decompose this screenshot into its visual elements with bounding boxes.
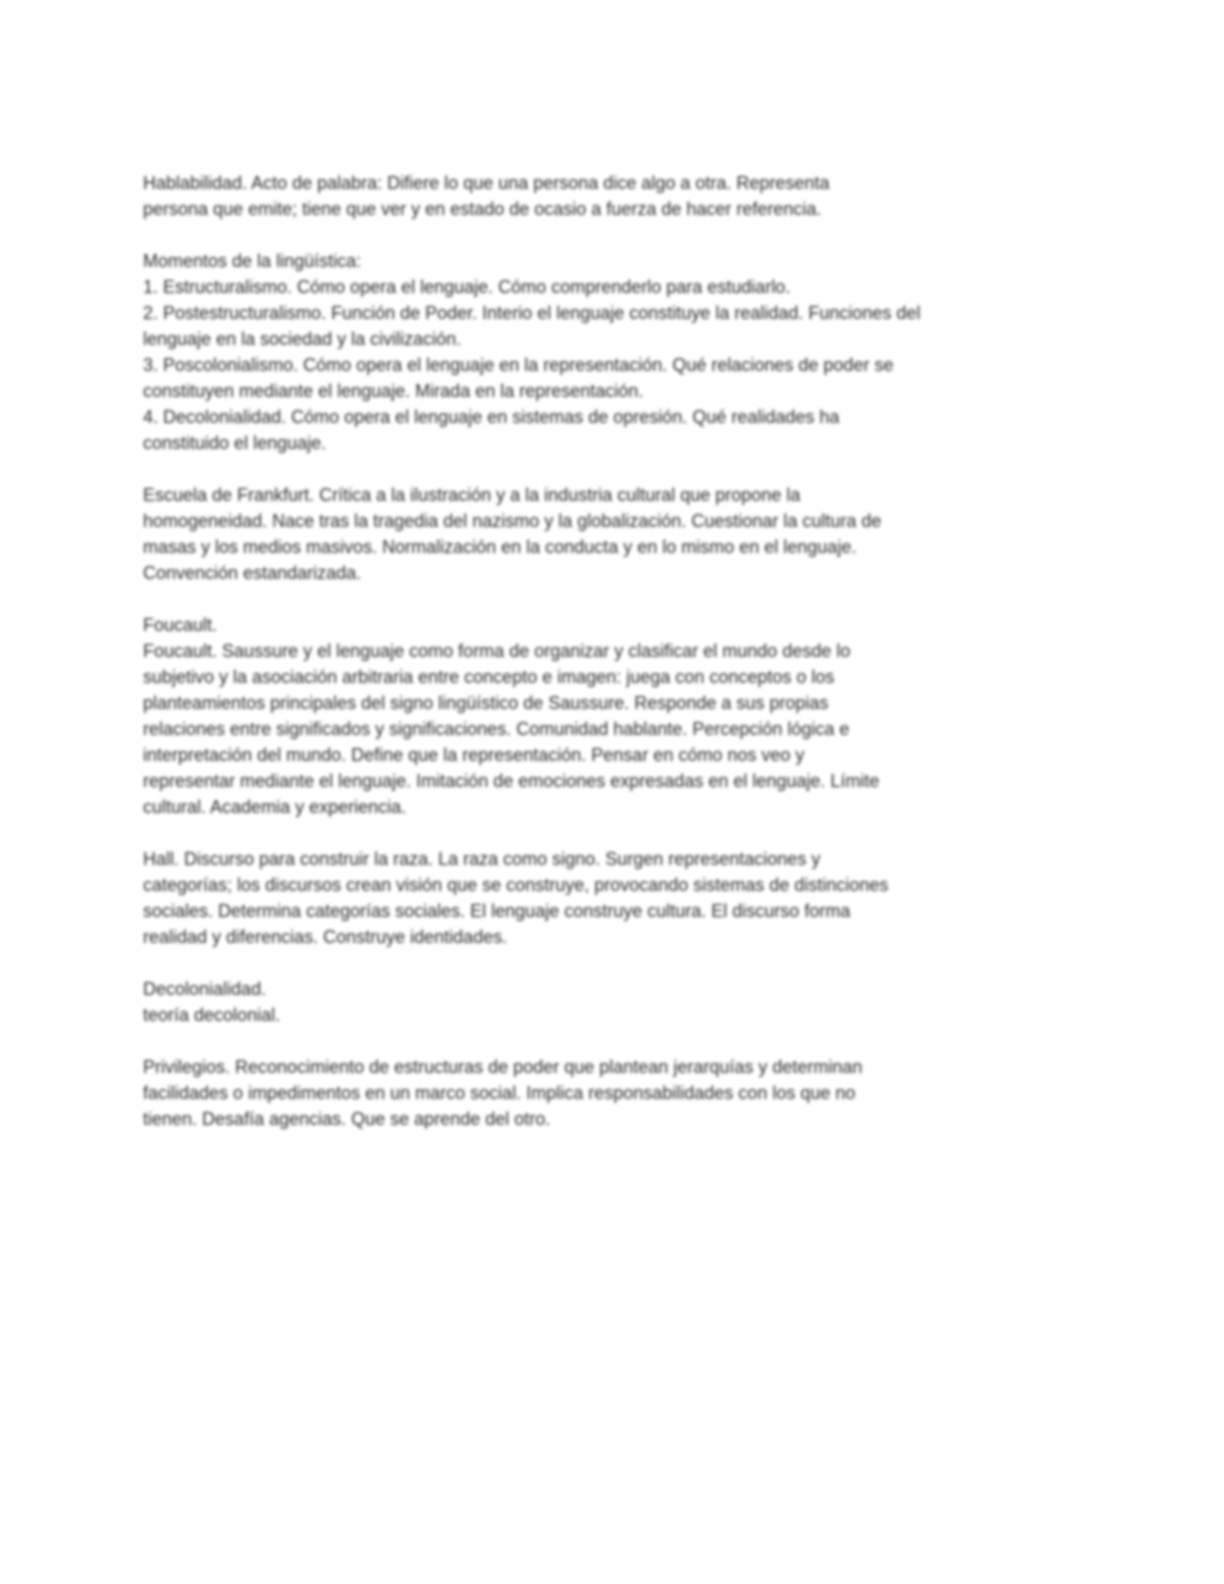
text-line: 3. Poscolonialismo. Cómo opera el lenguaje en la representación. Qué relaciones de poder se: [143, 355, 894, 375]
text-line: 2. Postestructuralismo. Función de Poder. Interio el lenguaje constituye la realidad. Funciones del: [143, 303, 921, 323]
text-line: homogeneidad. Nace tras la tragedia del nazismo y la globalización. Cuestionar la cultura de: [143, 511, 882, 531]
text-line: sociales. Determina categorías sociales. El lenguaje construye cultura. El discurso forma: [143, 901, 851, 921]
text-line: constituyen mediante el lenguaje. Mirada en la representación.: [143, 381, 644, 401]
text-line: representar mediante el lenguaje. Imitación de emociones expresadas en el lenguaje. Límite: [143, 771, 880, 791]
paragraph: [143, 612, 1063, 820]
text-line: 1. Estructuralismo. Cómo opera el lenguaje. Cómo comprenderlo para estudiarlo.: [143, 277, 791, 297]
text-line: Foucault.: [143, 615, 218, 635]
paragraph: [143, 846, 1063, 950]
text-line: subjetivo y la asociación arbitraria entre concepto e imagen: juega con conceptos o los: [143, 667, 835, 687]
text-line: relaciones entre significados y significaciones. Comunidad hablante. Percepción lógica e: [143, 719, 850, 739]
text-line: Hablabilidad. Acto de palabra: Difiere lo que una persona dice algo a otra. Representa: [143, 173, 830, 193]
paragraph: [143, 248, 1063, 456]
text-line: Momentos de la lingüística:: [143, 251, 362, 271]
text-line: masas y los medios masivos. Normalización en la conducta y en lo mismo en el lenguaje.: [143, 537, 857, 557]
text-line: realidad y diferencias. Construye identidades.: [143, 927, 508, 947]
paragraph: [143, 170, 1063, 222]
text-line: facilidades o impedimentos en un marco social. Implica responsabilidades con los que no: [143, 1083, 856, 1103]
text-line: lenguaje en la sociedad y la civilización.: [143, 329, 462, 349]
text-line: constituido el lenguaje.: [143, 433, 327, 453]
text-line: tienen. Desafía agencias. Que se aprende del otro.: [143, 1109, 551, 1129]
text-line: Convención estandarizada.: [143, 563, 362, 583]
text-line: cultural. Academia y experiencia.: [143, 797, 407, 817]
text-line: categorías; los discursos crean visión que se construye, provocando sistemas de distinciones: [143, 875, 889, 895]
paragraph: [143, 976, 1063, 1028]
text-line: teoría decolonial.: [143, 1005, 281, 1025]
paragraph: [143, 482, 1063, 586]
paragraph: [143, 1054, 1063, 1132]
text-line: Privilegios. Reconocimiento de estructuras de poder que plantean jerarquías y determinan: [143, 1057, 863, 1077]
text-line: interpretación del mundo. Define que la representación. Pensar en cómo nos veo y: [143, 745, 805, 765]
text-line: Decolonialidad.: [143, 979, 267, 999]
text-line: Hall. Discurso para construir la raza. La raza como signo. Surgen representaciones y: [143, 849, 821, 869]
text-line: 4. Decolonialidad. Cómo opera el lenguaje en sistemas de opresión. Qué realidades ha: [143, 407, 840, 427]
text-line: Foucault. Saussure y el lenguaje como forma de organizar y clasificar el mundo desde lo: [143, 641, 851, 661]
text-line: planteamientos principales del signo lingüístico de Saussure. Responde a sus propias: [143, 693, 829, 713]
document-body: [143, 170, 1063, 1158]
text-line: persona que emite; tiene que ver y en estado de ocasio a fuerza de hacer referencia.: [143, 199, 822, 219]
text-line: Escuela de Frankfurt. Crítica a la ilustración y a la industria cultural que propone la: [143, 485, 801, 505]
